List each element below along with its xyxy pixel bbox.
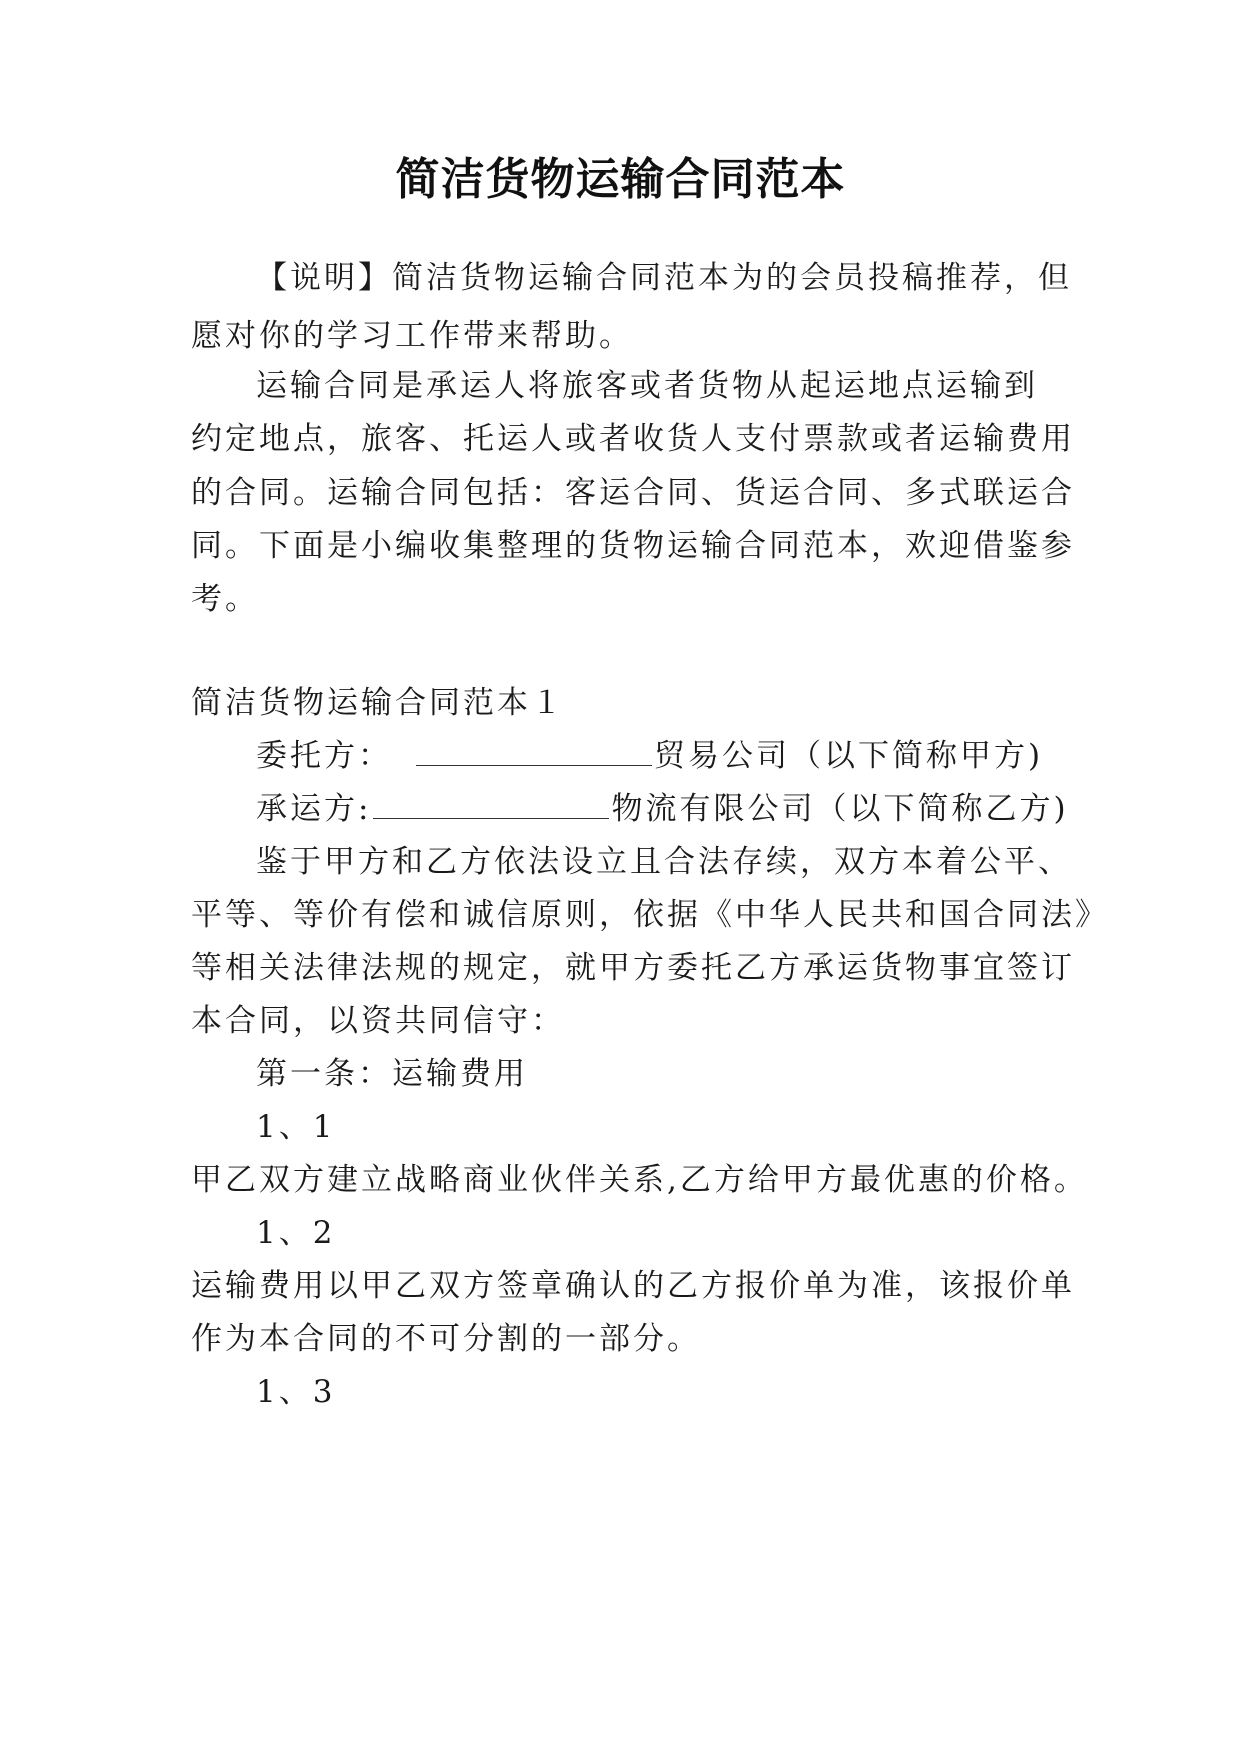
carrier-line xyxy=(256,787,1069,831)
consignor-line xyxy=(256,734,1043,778)
clause-1-2-text-line-2: 作为本合同的不可分割的一部分。 xyxy=(191,1321,701,1357)
paragraph1-line-4: 同。下面是小编收集整理的货物运输合同范本，欢迎借鉴参 xyxy=(191,528,1075,564)
intro-line-2: 愿对你的学习工作带来帮助。 xyxy=(191,318,633,354)
document-title: 简洁货物运输合同范本 xyxy=(395,154,846,205)
carrier-label: 承运方: xyxy=(256,791,372,827)
paragraph2-line-2: 平等、等价有偿和诚信原则，依据《中华人民共和国合同法》 xyxy=(191,897,1109,933)
paragraph1-line-5: 考。 xyxy=(191,581,259,617)
paragraph2-line-1: 鉴于甲方和乙方依法设立且合法存续，双方本着公平、 xyxy=(256,844,1072,880)
clause-1-1-number: 1、1 xyxy=(256,1109,336,1145)
consignor-blank xyxy=(416,739,652,766)
clause-1-1-text: 甲乙双方建立战略商业伙伴关系,乙方给甲方最优惠的价格。 xyxy=(191,1162,1088,1198)
consignor-label: 委托方： xyxy=(256,738,392,774)
carrier-blank xyxy=(373,792,609,819)
carrier-suffix: 物流有限公司（以下简称乙方) xyxy=(611,791,1069,827)
clause-1-2-number: 1、2 xyxy=(256,1215,336,1251)
intro-line-1: 【说明】简洁货物运输合同范本为的会员投稿推荐，但 xyxy=(256,260,1072,296)
clause-1-2-text-line-1: 运输费用以甲乙双方签章确认的乙方报价单为准，该报价单 xyxy=(191,1268,1075,1304)
clause-1-3-number: 1、3 xyxy=(256,1374,336,1410)
paragraph2-line-3: 等相关法律法规的规定，就甲方委托乙方承运货物事宜签订 xyxy=(191,950,1075,986)
paragraph1-line-1: 运输合同是承运人将旅客或者货物从起运地点运输到 xyxy=(256,368,1038,404)
consignor-suffix: 贸易公司（以下简称甲方) xyxy=(654,738,1044,774)
section-title: 简洁货物运输合同范本１ xyxy=(191,685,565,721)
paragraph2-line-4: 本合同，以资共同信守： xyxy=(191,1003,565,1039)
article1-title: 第一条：运输费用 xyxy=(256,1056,528,1092)
paragraph1-line-3: 的合同。运输合同包括：客运合同、货运合同、多式联运合 xyxy=(191,475,1075,511)
paragraph1-line-2: 约定地点，旅客、托运人或者收货人支付票款或者运输费用 xyxy=(191,421,1075,457)
